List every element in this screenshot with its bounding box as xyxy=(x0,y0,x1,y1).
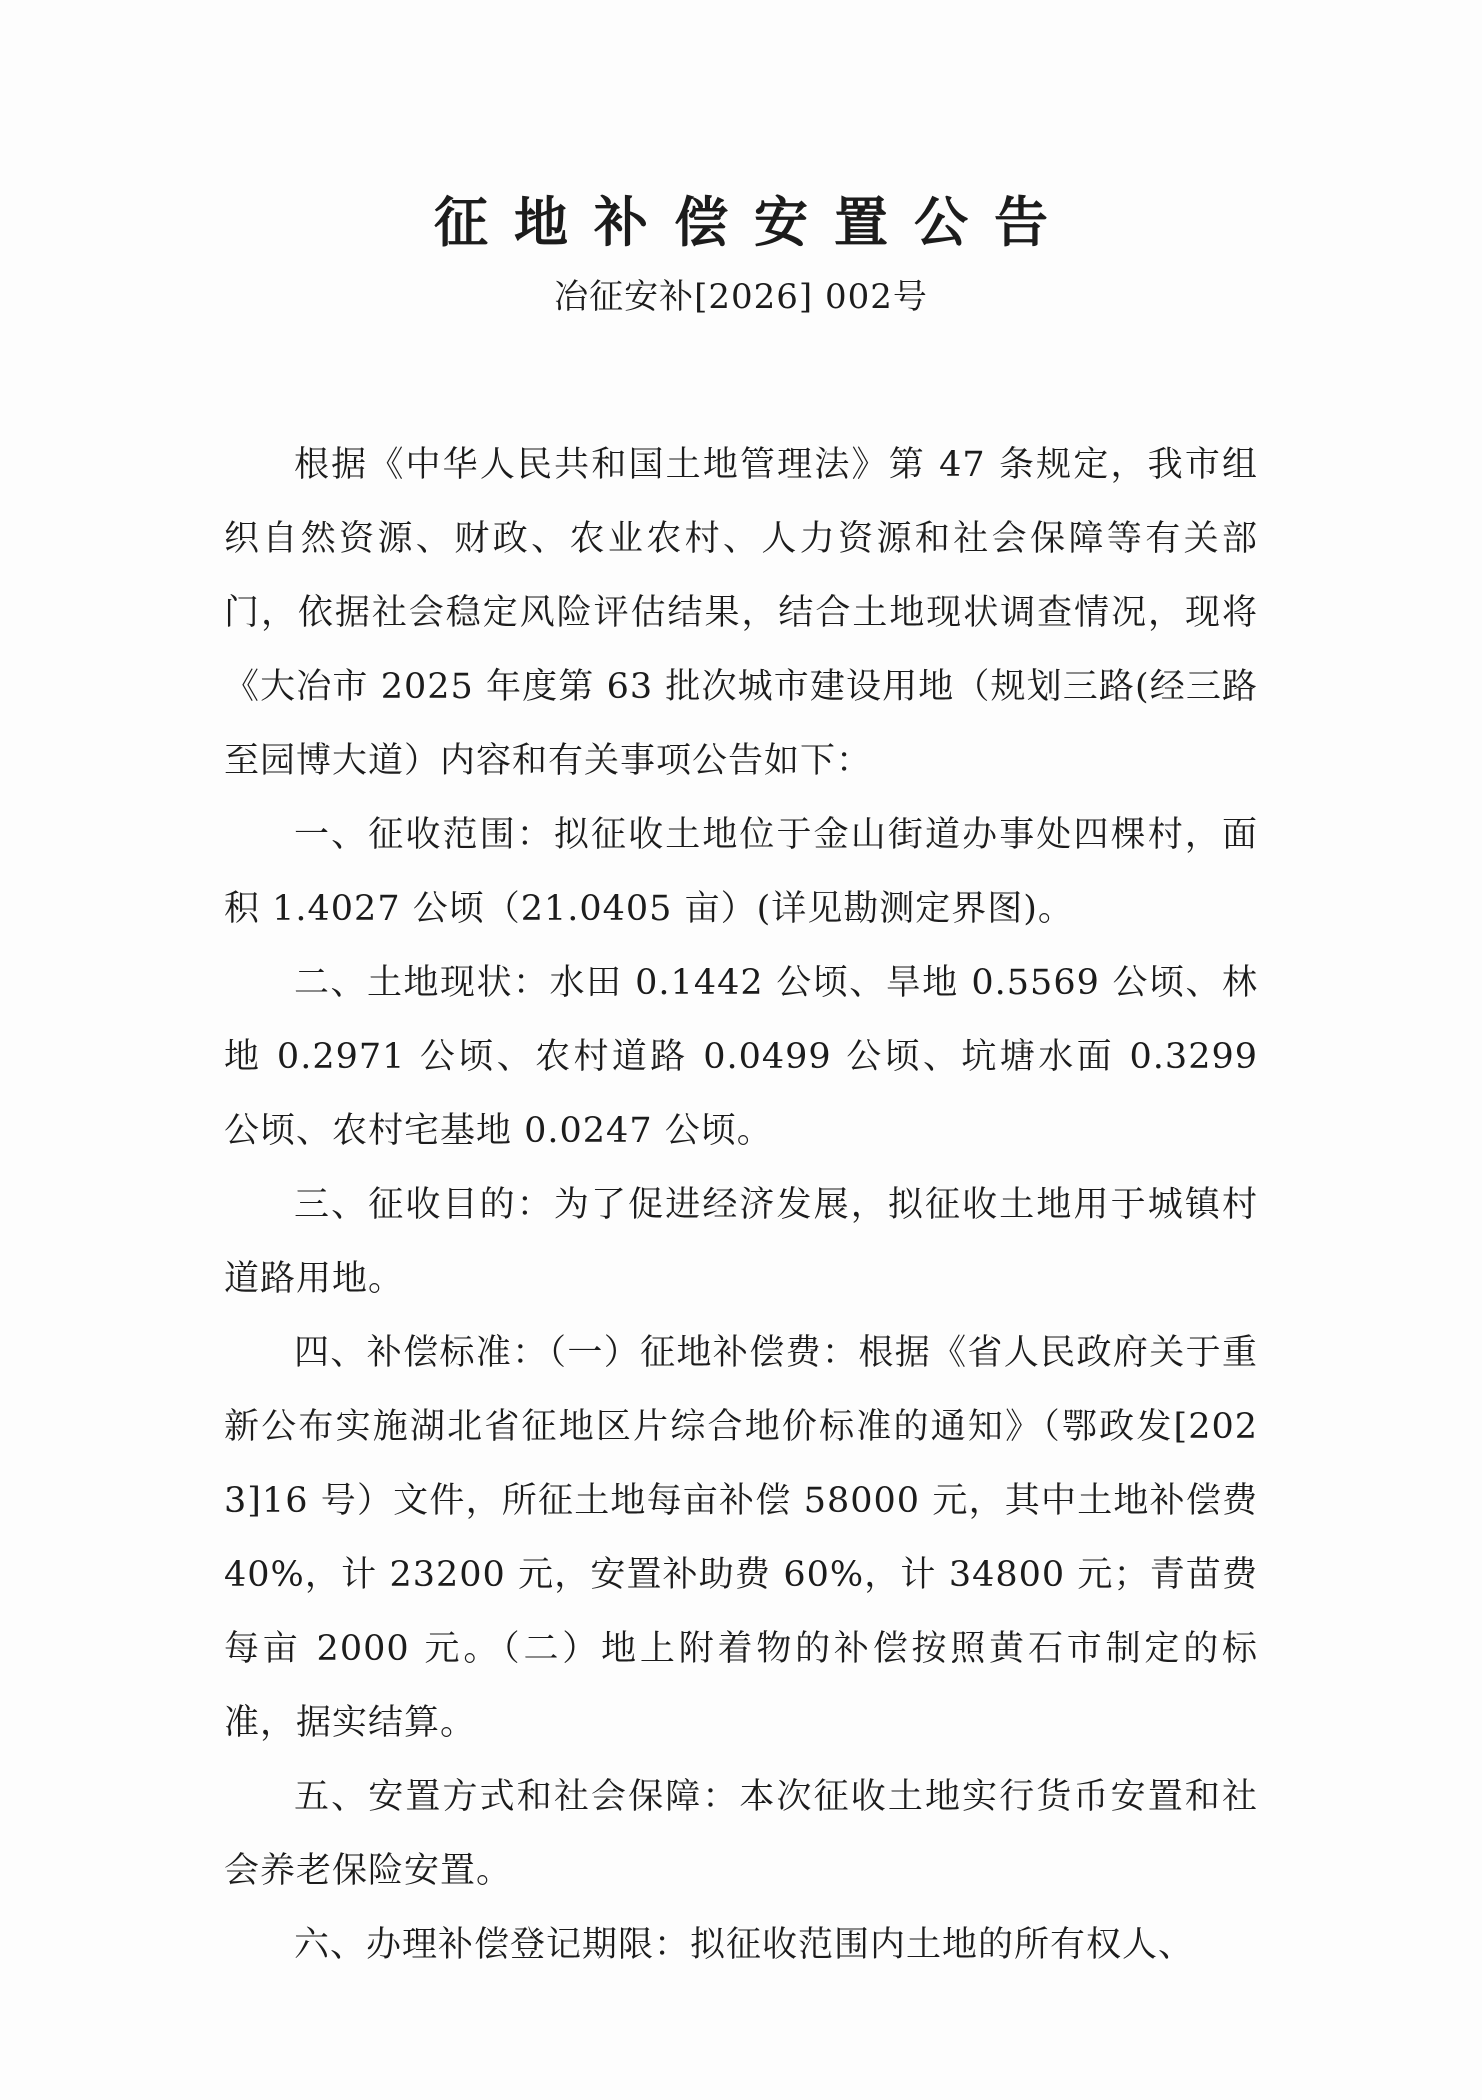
paragraph-compensation: 四、补偿标准：（一）征地补偿费：根据《省人民政府关于重新公布实施湖北省征地区片综合地价标准的通知》（鄂政发[2023]16 号）文件，所征土地每亩补偿 58000 元，其中土地补偿费 40%，计 23200 元，安置补助费 60%，计 34800 元；青苗费每亩 2000 元。（二）地上附着物的补偿按照黄石市制定的标准，据实结算。 xyxy=(224,1333,1258,1743)
paragraph-intro: 根据《中华人民共和国土地管理法》第 47 条规定，我市组织自然资源、财政、农业农村、人力资源和社会保障等有关部门，依据社会稳定风险评估结果，结合土地现状调查情况，现将《大冶市 2025 年度第 63 批次城市建设用地（规划三路(经三路至园博大道）内容和有关事项公告如下： xyxy=(224,445,1258,781)
paragraph-registration: 六、办理补偿登记期限：拟征收范围内土地的所有权人、 xyxy=(294,1925,1195,1965)
paragraph-land-status: 二、土地现状：水田 0.1442 公顷、旱地 0.5569 公顷、林地 0.2971 公顷、农村道路 0.0499 公顷、坑塘水面 0.3299 公顷、农村宅基地 0.0247 公顷。 xyxy=(224,963,1258,1151)
paragraph-resettlement: 五、安置方式和社会保障：本次征收土地实行货币安置和社会养老保险安置。 xyxy=(224,1777,1258,1891)
document-title: 征地补偿安置公告 xyxy=(434,191,1074,254)
paragraph-scope: 一、征收范围：拟征收土地位于金山街道办事处四棵村，面积 1.4027 公顷（21.0405 亩）(详见勘测定界图)。 xyxy=(224,815,1258,929)
paragraph-purpose: 三、征收目的：为了促进经济发展，拟征收土地用于城镇村道路用地。 xyxy=(224,1185,1258,1299)
document-body xyxy=(224,428,1258,1982)
document-number: 冶征安补[2026] 002号 xyxy=(554,277,928,317)
